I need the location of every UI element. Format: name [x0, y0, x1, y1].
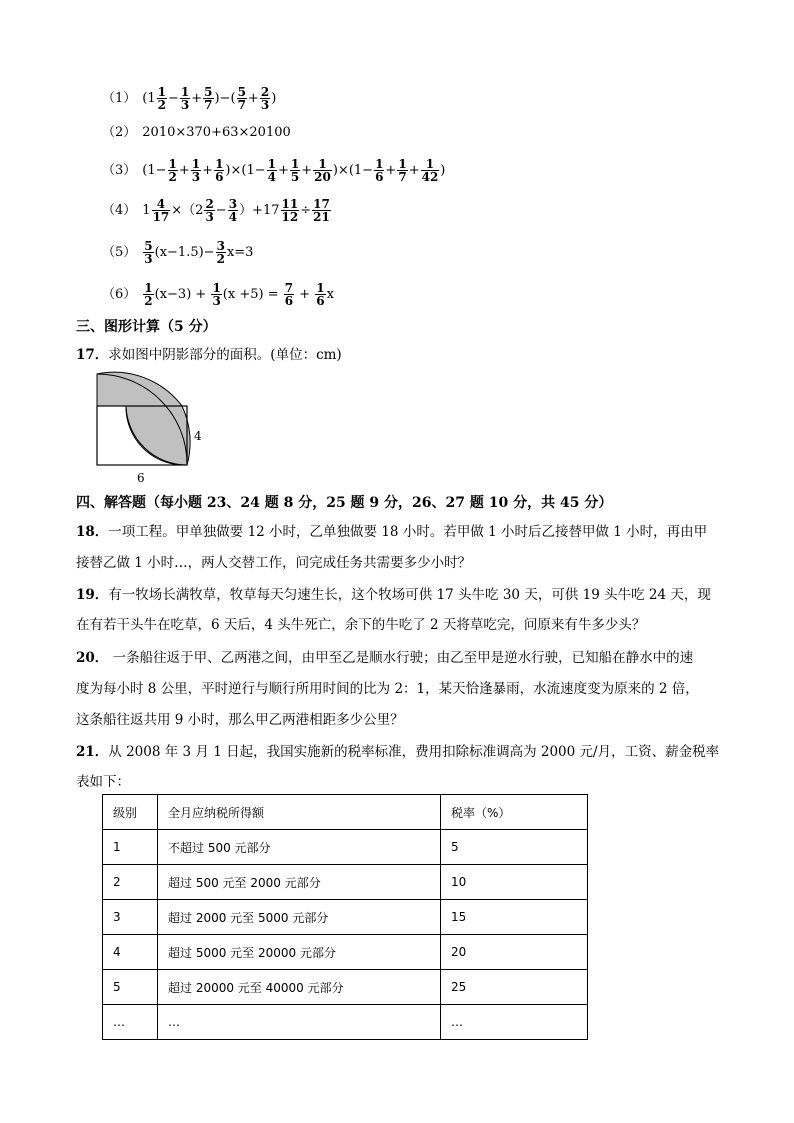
question-20-line2: 度为每小时 8 公里，平时逆行与顺行所用时间的比为 2：1，某天恰逢暴雨，水流速度变为原来的 2 倍， [76, 681, 699, 697]
table-row [103, 865, 588, 900]
fraction: $\frac{1}{2}$ [144, 281, 153, 308]
question-17 [76, 343, 342, 363]
fraction: $\frac{1}{20}$ [314, 157, 331, 184]
fraction: $\frac{2}{3}$ [205, 197, 214, 224]
question-21 [76, 740, 719, 760]
shaded-area-figure [90, 370, 220, 488]
question-number: 20． [76, 650, 109, 666]
question-21-line2: 表如下： [76, 774, 130, 790]
equation-3: （3） (1− $\frac{1}{2}$ + $\frac{1}{3}$ + $\frac{1}{6}$ )×(1− $\frac{1}{4}$ + $\frac{1}{5}$ + $\frac{1}{20}$ )×(1− $\frac{1}{6}$ + $\frac{1}{7}$ + $\frac{1}{42}$ ) [102, 157, 446, 184]
shaded-lens [126, 406, 190, 465]
fraction: $\frac{1}{2}$ [157, 85, 166, 112]
table-cell: 15 [441, 900, 588, 935]
equation-6: （6） $\frac{1}{2}$ (x−3) + $\frac{1}{3}$ (x +5) = $\frac{7}{6}$ + $\frac{1}{6}$ x [102, 281, 334, 308]
table-row [103, 1005, 588, 1040]
fraction: $\frac{1}{6}$ [215, 157, 224, 184]
table-cell: 超过 500 元至 2000 元部分 [158, 865, 441, 900]
table-cell: 5 [103, 970, 158, 1005]
paren: (1 [142, 91, 156, 106]
question-text: 一项工程。甲单独做要 12 小时，乙单独做要 18 小时。若甲做 1 小时后乙接替甲做 1 小时，再由甲 [108, 524, 708, 540]
fraction: $\frac{1}{6}$ [316, 281, 325, 308]
equation-5: （5） $\frac{5}{3}$ (x−1.5)− $\frac{3}{2}$ x=3 [102, 239, 254, 266]
question-number: 17． [76, 347, 109, 363]
question-text: 求如图中阴影部分的面积。(单位：cm) [108, 347, 342, 363]
section-title: 四、解答题（每小题 23、24 题 8 分，25 题 9 分，26、27 题 10 分，共 45 分） [76, 495, 613, 511]
equation-2 [102, 118, 291, 148]
equation-label: （3） [102, 163, 137, 178]
operator: − [167, 91, 179, 106]
table-cell: 2 [103, 865, 158, 900]
question-number: 21． [76, 744, 109, 760]
operator: + [247, 91, 259, 106]
equation-1 [102, 84, 276, 114]
table-cell: … [103, 1005, 158, 1040]
equation-label: （5） [102, 245, 137, 260]
table-row [103, 970, 588, 1005]
table-cell: 1 [103, 830, 158, 865]
table-cell: … [441, 1005, 588, 1040]
fraction: $\frac{3}{2}$ [216, 239, 225, 266]
table-cell: 25 [441, 970, 588, 1005]
equation-text: 2010×370+63×20100 [142, 125, 291, 140]
section-title: 三、图形计算（5 分） [76, 319, 217, 335]
question-number: 18． [76, 524, 109, 540]
table-header: 级别 [103, 795, 158, 830]
table-row [103, 935, 588, 970]
height-label: 4 [194, 429, 202, 443]
fraction: $\frac{1}{42}$ [421, 157, 439, 184]
fraction: $\frac{1}{4}$ [267, 157, 276, 184]
width-label: 6 [137, 471, 145, 485]
question-18 [76, 520, 707, 540]
operator: + [191, 91, 203, 106]
table-cell: 不超过 500 元部分 [158, 830, 441, 865]
table-header: 税率（%） [441, 795, 588, 830]
question-19 [76, 583, 711, 603]
fraction: $\frac{1}{3}$ [212, 281, 221, 308]
fraction: $\frac{5}{3}$ [144, 239, 153, 266]
question-19-line2: 在有若干头牛在吃草，6 天后，4 头牛死亡，余下的牛吃了 2 天将草吃完，问原来有牛多少头？ [76, 617, 646, 633]
equation-label: （2） [102, 125, 137, 140]
table-cell: 3 [103, 900, 158, 935]
fraction: $\frac{2}{3}$ [260, 85, 270, 112]
fraction: $\frac{11}{12}$ [281, 197, 299, 224]
table-cell: 5 [441, 830, 588, 865]
question-text: 有一牧场长满牧草，牧草每天匀速生长，这个牧场可供 17 头牛吃 30 天，可供 19 头牛吃 24 天，现 [108, 587, 711, 603]
fraction: $\frac{1}{3}$ [191, 157, 201, 184]
table-cell: 4 [103, 935, 158, 970]
fraction: $\frac{1}{2}$ [168, 157, 177, 184]
paren: )−( [214, 91, 236, 106]
equation-label: （6） [102, 287, 137, 302]
paren: ) [271, 91, 277, 106]
tax-rate-table [102, 794, 588, 1040]
fraction: $\frac{1}{3}$ [180, 85, 190, 112]
question-text: 一条船往返于甲、乙两港之间，由甲至乙是顺水行驶；由乙至甲是逆水行驶，已知船在静水中的速 [108, 650, 694, 666]
fraction: $\frac{4}{17}$ [152, 197, 170, 224]
table-header: 全月应纳税所得额 [158, 795, 441, 830]
question-number: 19． [76, 587, 109, 603]
fraction: $\frac{3}{4}$ [228, 197, 238, 224]
question-18-line2: 接替乙做 1 小时…，两人交替工作，问完成任务共需要多少小时？ [76, 555, 472, 571]
fraction: $\frac{1}{7}$ [398, 157, 407, 184]
question-20-line3: 这条船往返共用 9 小时，那么甲乙两港相距多少公里？ [76, 712, 404, 728]
equation-label: （1） [102, 91, 137, 106]
fraction: $\frac{1}{5}$ [290, 157, 300, 184]
table-cell: … [158, 1005, 441, 1040]
table-row [103, 830, 588, 865]
fraction: $\frac{5}{7}$ [204, 85, 213, 112]
fraction: $\frac{5}{7}$ [237, 85, 246, 112]
table-cell: 超过 20000 元至 40000 元部分 [158, 970, 441, 1005]
question-text: 从 2008 年 3 月 1 日起，我国实施新的税率标准，费用扣除标准调高为 2000 元/月，工资、薪金税率 [108, 744, 720, 760]
table-row [103, 900, 588, 935]
table-cell: 10 [441, 865, 588, 900]
fraction: $\frac{1}{6}$ [375, 157, 384, 184]
table-cell: 超过 2000 元至 5000 元部分 [158, 900, 441, 935]
equation-4: （4） 1 $\frac{4}{17}$ ×（2 $\frac{2}{3}$ − $\frac{3}{4}$ ）+17 $\frac{11}{12}$ ÷ $\frac{17}{21}$ [102, 197, 330, 224]
fraction: $\frac{17}{21}$ [313, 197, 330, 224]
table-header-row [103, 795, 588, 830]
table-cell: 20 [441, 935, 588, 970]
equation-label: （4） [102, 203, 137, 218]
shaded-sector-top [97, 372, 182, 406]
fraction: $\frac{7}{6}$ [284, 281, 294, 308]
question-20 [76, 646, 693, 666]
table-cell: 超过 5000 元至 20000 元部分 [158, 935, 441, 970]
